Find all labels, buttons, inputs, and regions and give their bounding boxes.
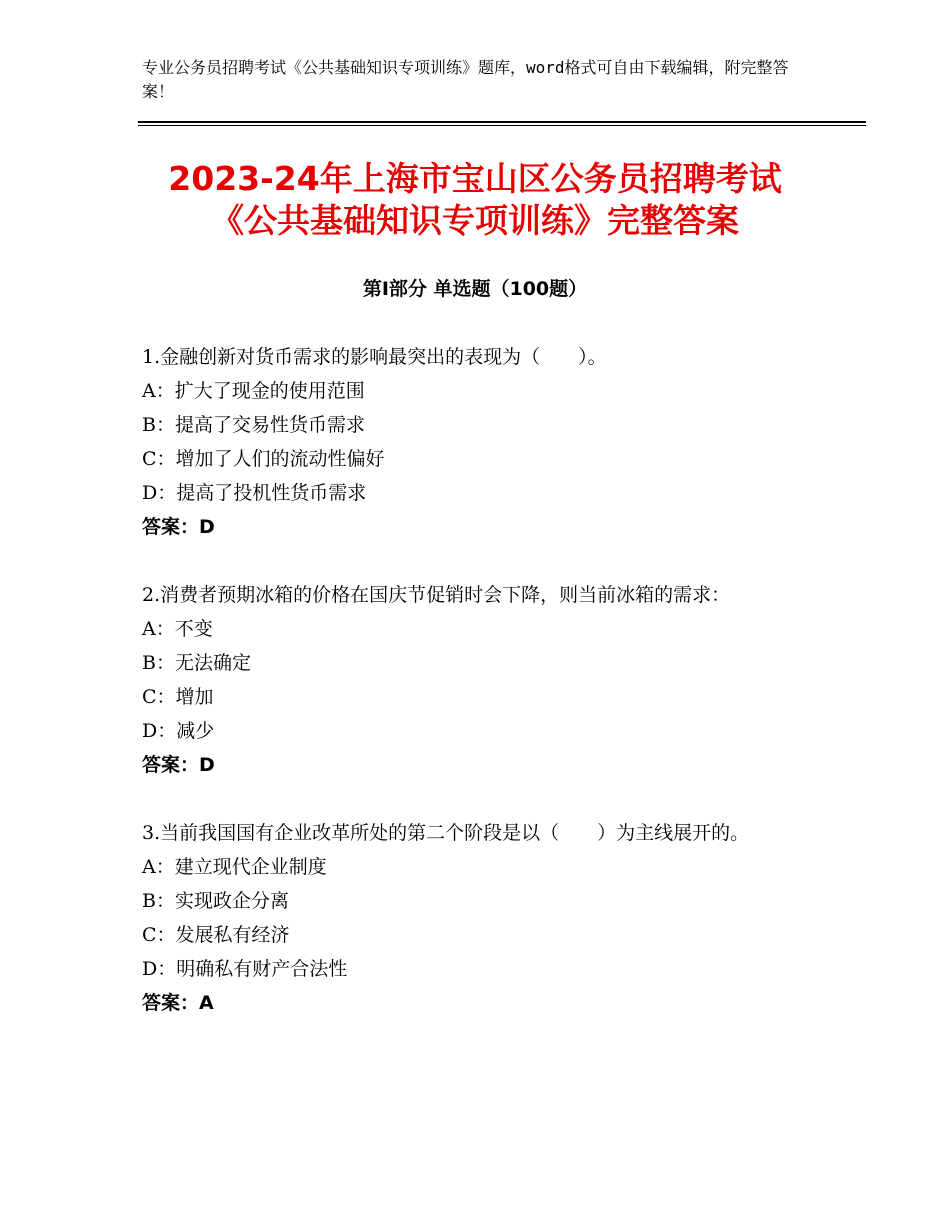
- answer-label: 答案：D: [142, 516, 215, 538]
- question-stem: 3.当前我国国有企业改革所处的第二个阶段是以（ ）为主线展开的。: [142, 822, 750, 844]
- question-stem: 1.金融创新对货币需求的影响最突出的表现为（ ）。: [142, 346, 607, 368]
- title-line-2: 《公共基础知识专项训练》完整答案: [211, 201, 739, 240]
- option-d: D：减少: [142, 720, 215, 742]
- option-d: D：提高了投机性货币需求: [142, 482, 367, 504]
- option-a: A：扩大了现金的使用范围: [142, 380, 365, 402]
- document-title: [100, 158, 850, 242]
- answer-label: 答案：A: [142, 992, 214, 1014]
- question-list: [142, 340, 822, 1054]
- option-c: C：发展私有经济: [142, 924, 290, 946]
- answer-label: 答案：D: [142, 754, 215, 776]
- title-line-1: 2023-24年上海市宝山区公务员招聘考试: [168, 159, 782, 198]
- section-title: 第Ⅰ部分 单选题（100题）: [362, 278, 588, 300]
- option-c: C：增加了人们的流动性偏好: [142, 448, 385, 470]
- header-divider-thin: [138, 125, 866, 126]
- question-1: [142, 340, 822, 544]
- question-3: [142, 816, 822, 1020]
- question-2: [142, 578, 822, 782]
- header-divider-thick: [138, 121, 866, 123]
- header-note: 专业公务员招聘考试《公共基础知识专项训练》题库，word格式可自由下载编辑，附完整答案！: [142, 58, 789, 101]
- option-b: B：实现政企分离: [142, 890, 289, 912]
- option-c: C：增加: [142, 686, 214, 708]
- option-b: B：提高了交易性货币需求: [142, 414, 365, 436]
- option-d: D：明确私有财产合法性: [142, 958, 348, 980]
- option-a: A：不变: [142, 618, 213, 640]
- option-b: B：无法确定: [142, 652, 251, 674]
- question-stem: 2.消费者预期冰箱的价格在国庆节促销时会下降，则当前冰箱的需求：: [142, 584, 731, 606]
- option-a: A：建立现代企业制度: [142, 856, 327, 878]
